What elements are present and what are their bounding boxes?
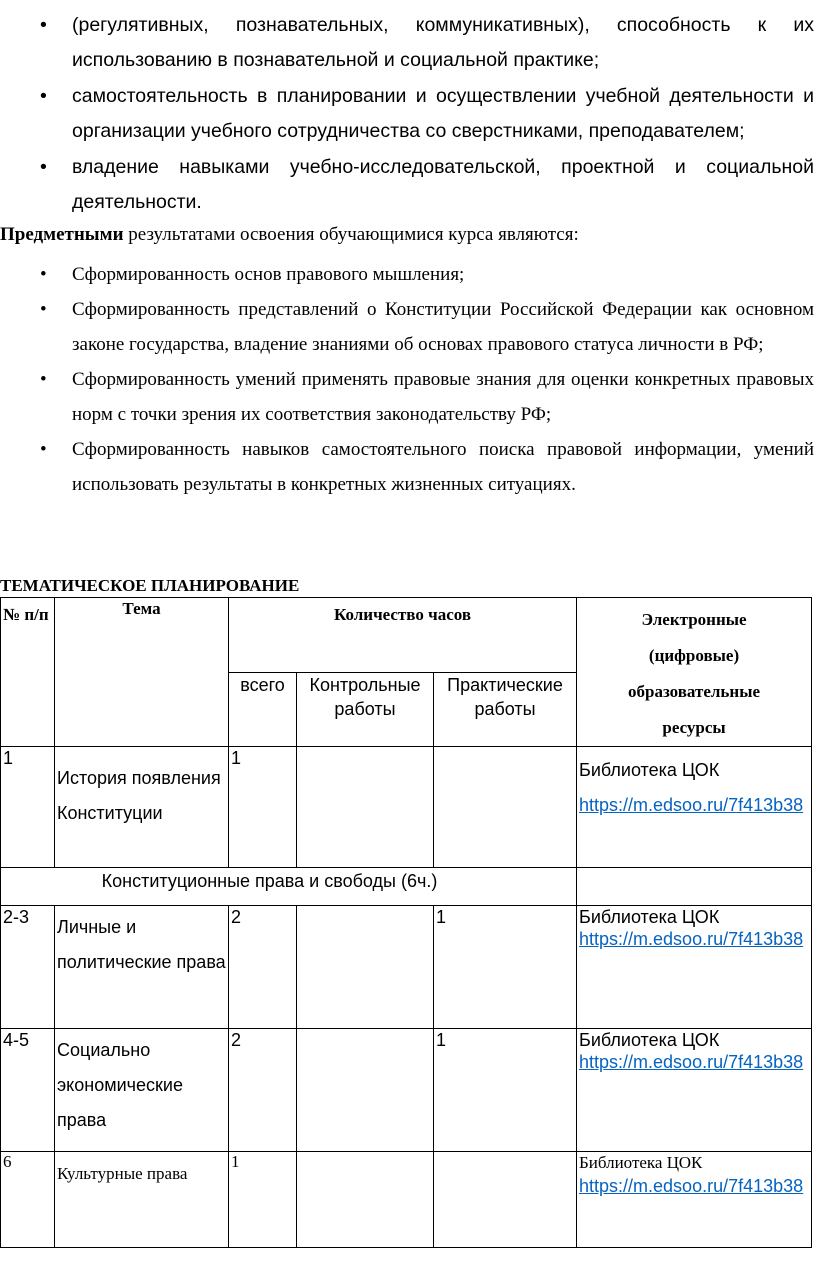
list-item: • Сформированность навыков самостоятельного поиска правовой информации, умений использовать результаты в конкретных жизненных ситуациях. <box>0 432 816 502</box>
bullet-icon: • <box>40 156 47 178</box>
table-section-row: Конституционные права и свободы (6ч.) <box>1 868 812 906</box>
subject-results-intro: Предметными результатами освоения обучающимися курса являются: <box>0 224 579 245</box>
resource-link[interactable]: https://m.edsoo.ru/7f413b38 <box>579 929 804 949</box>
header-practical: Практические работы <box>434 672 577 747</box>
subject-results-bold: Предметными <box>0 224 124 245</box>
list-item: • самостоятельность в планировании и осуществлении учебной деятельности и организации учебного сотрудничества со сверстниками, преподавателем; <box>0 79 816 149</box>
bullet-icon: • <box>40 299 47 320</box>
section-title: ТЕМАТИЧЕСКОЕ ПЛАНИРОВАНИЕ <box>0 576 300 595</box>
resource-link[interactable]: https://m.edsoo.ru/7f413b38 <box>579 795 804 815</box>
table-row: 4-5 Социально экономические права 2 1 Библиотека ЦОК https://m.edsoo.ru/7f413b38 <box>1 1029 812 1152</box>
bullet-icon: • <box>40 14 47 36</box>
header-num: № п/п <box>1 598 55 747</box>
list-item: • Сформированность представлений о Конституции Российской Федерации как основном законе государства, владение знаниями об основах правового статуса личности в РФ; <box>0 292 816 362</box>
resource-link[interactable]: https://m.edsoo.ru/7f413b38 <box>579 1176 804 1196</box>
bullet-icon: • <box>40 85 47 107</box>
list-item: • (регулятивных, познавательных, коммуникативных), способность к их использованию в познавательной и социальной практике; <box>0 8 816 78</box>
resource-link[interactable]: https://m.edsoo.ru/7f413b38 <box>579 1052 804 1072</box>
resource-label: Библиотека ЦОК <box>579 1153 703 1172</box>
header-topic: Тема <box>55 598 229 747</box>
bullet-icon: • <box>40 264 47 285</box>
resource-label: Библиотека ЦОК <box>579 760 720 780</box>
header-control: Контрольные работы <box>297 672 434 747</box>
thematic-plan-table <box>0 597 812 1248</box>
resource-label: Библиотека ЦОК <box>579 907 720 927</box>
bullet-icon: • <box>40 439 47 460</box>
header-resources: Электронные (цифровые) образовательные ресурсы <box>577 598 812 747</box>
table-row: 1 История появления Конституции 1 Библиотека ЦОК https://m.edsoo.ru/7f413b38 <box>1 747 812 868</box>
list-item: • Сформированность основ правового мышления; <box>0 257 816 292</box>
resource-label: Библиотека ЦОК <box>579 1030 720 1050</box>
table-row: 6 Культурные права 1 Библиотека ЦОК https://m.edsoo.ru/7f413b38 <box>1 1152 812 1248</box>
list-item: • Сформированность умений применять правовые знания для оценки конкретных правовых норм с точки зрения их соответствия законодательству РФ; <box>0 362 816 432</box>
subject-results-list <box>0 257 816 502</box>
header-total: всего <box>229 672 297 747</box>
header-hours: Количество часов <box>229 598 577 673</box>
bullet-icon: • <box>40 369 47 390</box>
list-item: • владение навыками учебно-исследовательской, проектной и социальной деятельности. <box>0 150 816 220</box>
table-row: 2-3 Личные и политические права 2 1 Библиотека ЦОК https://m.edsoo.ru/7f413b38 <box>1 906 812 1029</box>
objectives-list-top <box>0 8 816 220</box>
